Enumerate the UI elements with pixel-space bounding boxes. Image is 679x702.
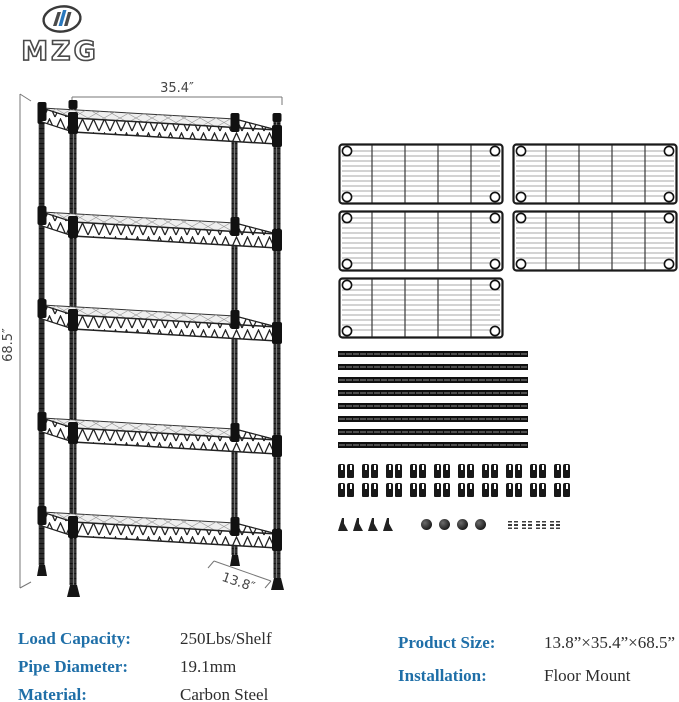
shelf-clip-pair-icon [554,483,570,497]
shelf-clip-icon [434,483,441,497]
pole-parts-group [338,351,528,448]
shelf-clip-icon [554,483,561,497]
width-dimension [72,81,282,105]
screw-set-icon [536,520,546,529]
spec-row-pipe-diameter [18,656,272,677]
end-cap-icon [439,519,450,530]
pole-part-icon [338,390,528,396]
spec-value: Floor Mount [544,666,631,685]
spec-row-material [18,684,272,702]
shelf-clip-icon [410,483,417,497]
pole-part-icon [338,377,528,383]
shelf-clip-pair-icon [338,464,354,478]
spec-row-load-capacity [18,628,272,649]
depth-dimension-label: 13.8″ [219,570,257,596]
height-dimension-label: 68.5″ [1,328,16,362]
shelf-clip-pair-icon [554,464,570,478]
pole-part-icon [338,429,528,435]
shelf-clip-icon [347,483,354,497]
shelf-clip-pair-icon [434,483,450,497]
shelf-clip-icon [362,483,369,497]
shelf-clip-icon [371,483,378,497]
shelf-clip-pair-icon [530,483,546,497]
wire-shelf-icon [512,210,678,272]
spec-section [0,618,679,702]
leveling-foot-icon [383,518,393,531]
shelf-clip-icon [530,483,537,497]
shelf-clip-pair-icon [362,483,378,497]
clip-parts-group [338,464,583,497]
shelf-clip-pair-icon [386,483,402,497]
logo-text: MZG [21,36,99,67]
shelf-clip-icon [467,464,474,478]
shelf-clip-pair-icon [458,464,474,478]
shelf-clip-icon [539,483,546,497]
shelf-clip-pair-icon [386,464,402,478]
spec-label: Pipe Diameter: [18,657,128,676]
pole-part-icon [338,364,528,370]
wire-shelf-icon [338,277,504,339]
spec-row-installation [398,665,675,686]
shelf-clip-pair-icon [458,483,474,497]
shelf-clip-icon [338,464,345,478]
end-cap-icon [457,519,468,530]
shelf-clip-pair-icon [434,464,450,478]
spec-column-right [398,632,675,698]
shelf-clip-icon [347,464,354,478]
spec-label: Load Capacity: [18,629,131,648]
shelf-clip-icon [491,464,498,478]
shelf-clip-icon [563,483,570,497]
shelf-clip-icon [338,483,345,497]
shelf-clip-icon [554,464,561,478]
spec-column-left [18,628,272,702]
screw-set-icon [522,520,532,529]
shelf-clip-icon [362,464,369,478]
shelf-clip-pair-icon [482,483,498,497]
shelf-clip-icon [506,483,513,497]
leveling-feet-group [338,518,393,531]
shelf-clip-icon [482,464,489,478]
pole-part-icon [338,351,528,357]
shelf-clip-icon [458,483,465,497]
leveling-foot-icon [338,518,348,531]
spec-label: Installation: [398,666,487,685]
shelf-clip-icon [371,464,378,478]
pole-part-icon [338,442,528,448]
shelf-clip-icon [563,464,570,478]
shelf-clip-icon [443,483,450,497]
spec-label: Material: [18,685,87,702]
spec-value: 19.1mm [180,657,237,676]
shelf-clip-icon [482,483,489,497]
end-caps-group [421,519,486,530]
shelf-clip-icon [467,483,474,497]
shelf-clip-icon [539,464,546,478]
shelf-clip-pair-icon [482,464,498,478]
screw-set-icon [508,520,518,529]
spec-label: Product Size: [398,633,496,652]
logo-m-icon [53,10,72,26]
parts-panel [338,143,679,531]
width-dimension-label: 35.4″ [160,81,194,96]
shelf-clip-icon [515,464,522,478]
shelf-clip-pair-icon [506,483,522,497]
shelf-clip-icon [434,464,441,478]
shelf-clip-icon [443,464,450,478]
wire-shelf-icon [512,143,678,205]
shelf-clip-icon [419,464,426,478]
shelf-clip-icon [458,464,465,478]
spec-value: 250Lbs/Shelf [180,629,272,648]
screw-set-icon [550,520,560,529]
brand-logo [18,2,128,68]
wire-shelf-icon [338,210,504,272]
shelf-clip-pair-icon [362,464,378,478]
pole-part-icon [338,416,528,422]
height-dimension [1,94,31,588]
spec-value: 13.8”×35.4”×68.5” [544,633,676,652]
shelving-unit-figure [0,78,310,618]
end-cap-icon [421,519,432,530]
shelf-clip-pair-icon [410,464,426,478]
hardware-parts-row [338,518,679,531]
pole-part-icon [338,403,528,409]
screw-sets-group [508,520,560,529]
shelf-clip-pair-icon [410,483,426,497]
shelf-clip-icon [395,483,402,497]
end-cap-icon [475,519,486,530]
shelf-clip-icon [410,464,417,478]
depth-dimension [208,561,271,595]
shelf-clip-icon [530,464,537,478]
wire-shelf-icon [338,143,504,205]
shelf-clip-pair-icon [338,483,354,497]
unit-poles [38,100,282,585]
shelf-clip-icon [506,464,513,478]
shelf-clip-icon [515,483,522,497]
shelf-clip-icon [419,483,426,497]
shelf-clip-pair-icon [506,464,522,478]
leveling-foot-icon [368,518,378,531]
spec-row-product-size [398,632,675,653]
spec-value: Carbon Steel [180,685,269,702]
leveling-foot-icon [353,518,363,531]
shelf-clip-icon [395,464,402,478]
shelf-clip-icon [491,483,498,497]
shelf-clip-icon [386,464,393,478]
shelf-parts-group [338,143,679,339]
shelf-clip-icon [386,483,393,497]
shelf-clip-pair-icon [530,464,546,478]
